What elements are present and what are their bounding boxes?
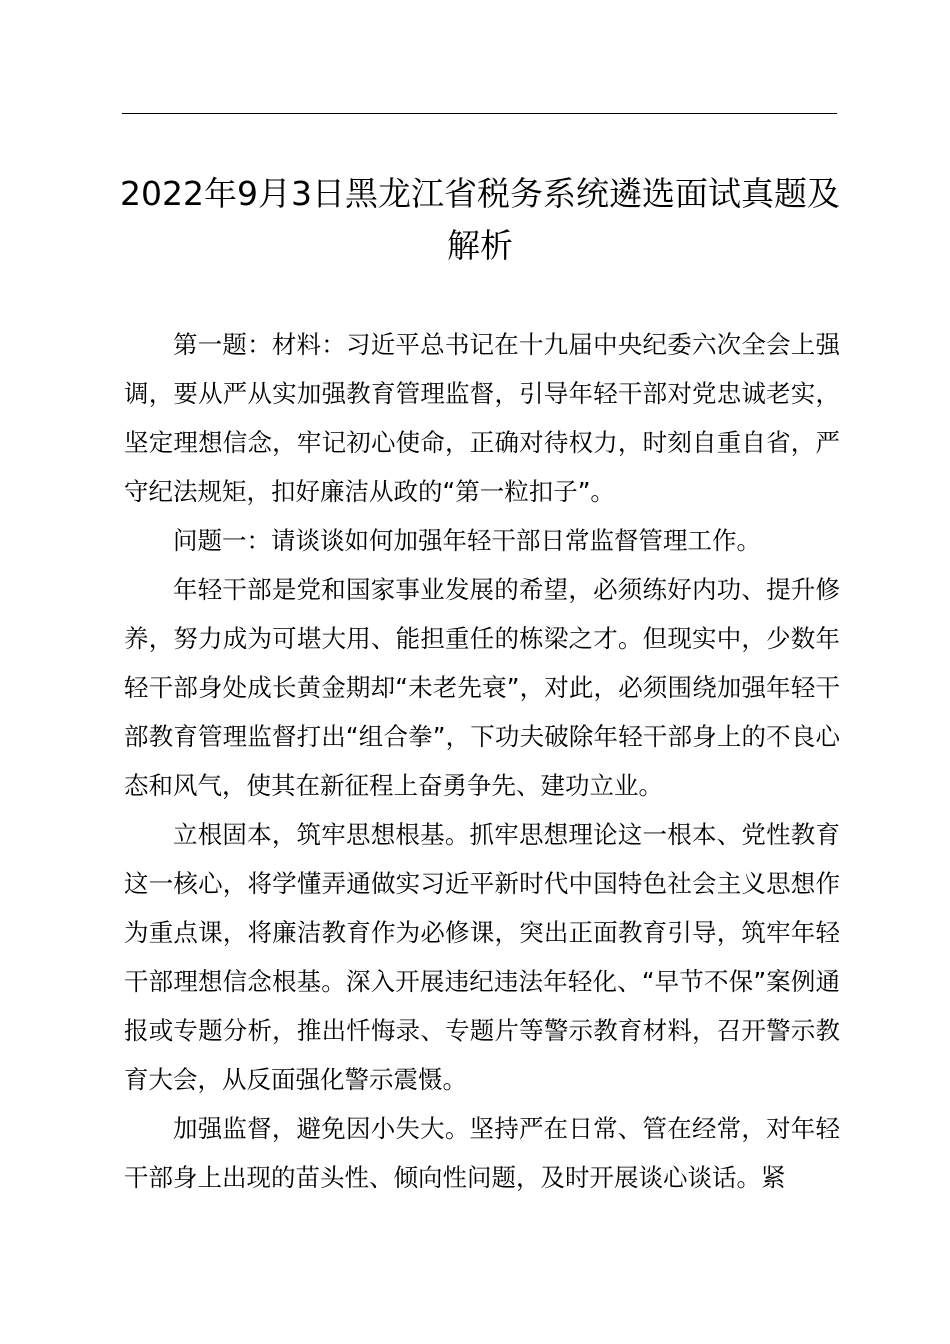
header-rule — [122, 113, 837, 114]
document-body — [124, 320, 840, 1202]
paragraph-answer-intro: 年轻干部是党和国家事业发展的希望，必须练好内功、提升修养，努力成为可堪大用、能担重任的栋梁之才。但现实中，少数年轻干部身处成长黄金期却“未老先衰”，对此，必须围绕加强年轻干部教育管理监督打出“组合拳”，下功夫破除年轻干部身上的不良心态和风气，使其在新征程上奋勇争先、建功立业。 — [124, 575, 840, 800]
paragraph-answer-point-1: 立根固本，筑牢思想根基。抓牢思想理论这一根本、党性教育这一核心，将学懂弄通做实习近平新时代中国特色社会主义思想作为重点课，将廉洁教育作为必修课，突出正面教育引导，筑牢年轻干部理想信念根基。深入开展违纪违法年轻化、“早节不保”案例通报或专题分析，推出忏悔录、专题片等警示教育材料，召开警示教育大会，从反面强化警示震慑。 — [124, 820, 840, 1094]
paragraph-answer-point-2: 加强监督，避免因小失大。坚持严在日常、管在经常，对年轻干部身上出现的苗头性、倾向性问题，及时开展谈心谈话。紧 — [124, 1114, 840, 1192]
document-title: 2022年9月3日黑龙江省税务系统遴选面试真题及解析 — [120, 174, 840, 265]
paragraph-material: 第一题：材料：习近平总书记在十九届中央纪委六次全会上强调，要从严从实加强教育管理监督，引导年轻干部对党忠诚老实，坚定理想信念，牢记初心使命，正确对待权力，时刻自重自省，严守纪法规矩，扣好廉洁从政的“第一粒扣子”。 — [124, 330, 840, 506]
paragraph-question: 问题一：请谈谈如何加强年轻干部日常监督管理工作。 — [173, 526, 761, 555]
